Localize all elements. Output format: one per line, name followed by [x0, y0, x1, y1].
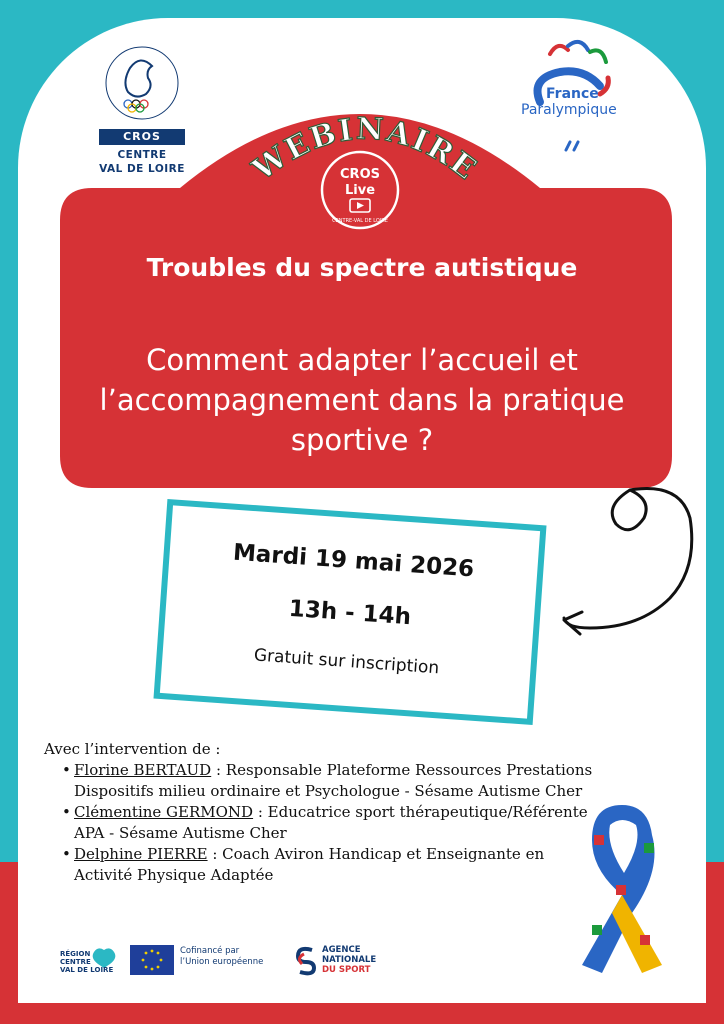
event-time: 13h - 14h: [288, 595, 412, 631]
speaker-role: : Responsable Plateforme Ressources Prestations Dispositifs milieu ordinaire et Psychologue - Sésame Autisme Cher: [74, 761, 593, 800]
cnosf-sub-line2: VAL DE LOIRE: [99, 163, 185, 175]
region-line3: VAL DE LOIRE: [60, 966, 114, 974]
speaker-name: Clémentine GERMOND: [74, 803, 254, 821]
ans-line1: AGENCE: [322, 945, 361, 955]
ans-line3: DU SPORT: [322, 965, 371, 975]
region-line2: CENTRE: [60, 958, 91, 966]
speaker-role: : Coach Aviron Handicap et Enseignante en Activité Physique Adaptée: [74, 845, 545, 884]
event-registration: Gratuit sur inscription: [253, 645, 440, 679]
region-line1: RÉGION: [60, 950, 91, 958]
autism-awareness-ribbon-icon: [552, 795, 692, 975]
curly-arrow-icon: [560, 478, 700, 668]
page-title: Troubles du spectre autistique: [146, 253, 578, 282]
cros-live-line2: Live: [344, 183, 376, 198]
eu-line2: l’Union européenne: [180, 957, 264, 967]
speaker-role: : Educatrice sport thérapeutique/Référente APA - Sésame Autisme Cher: [74, 803, 588, 842]
region-centre-logo: [60, 950, 120, 974]
event-info-box: [153, 499, 546, 725]
cros-live-line1: CROS: [340, 167, 380, 182]
speaker-item: [62, 760, 604, 802]
speaker-name: Florine BERTAUD: [74, 761, 212, 779]
cnosf-sub-line1: CENTRE: [117, 149, 167, 161]
speaker-item: [62, 844, 604, 886]
cros-live-ring: CENTRE-VAL DE LOIRE: [332, 218, 388, 224]
ans-logo-icon: [294, 944, 318, 976]
eu-flag-icon: [130, 945, 174, 975]
speakers-section: [44, 739, 604, 886]
cros-live-logo: [318, 148, 402, 232]
fp-text-line2: Paralympique: [521, 102, 617, 118]
speakers-intro: Avec l’intervention de :: [44, 740, 221, 758]
ans-text: [322, 945, 402, 975]
event-date: Mardi 19 mai 2026: [232, 539, 475, 583]
ans-line2: NATIONALE: [322, 955, 377, 965]
speaker-name: Delphine PIERRE: [74, 845, 208, 863]
speakers-list: [62, 760, 604, 886]
fp-text-line1: France: [546, 86, 599, 102]
speaker-item: [62, 802, 604, 844]
cnosf-badge: CROS: [99, 129, 185, 145]
eu-cofinance-text: [180, 946, 280, 968]
eu-line1: Cofinancé par: [180, 946, 240, 956]
webinaire-text: WEBINAIRE: [246, 111, 484, 188]
page-subtitle: Comment adapter l’accueil et l’accompagnement dans la pratique sportive ?: [99, 343, 625, 457]
